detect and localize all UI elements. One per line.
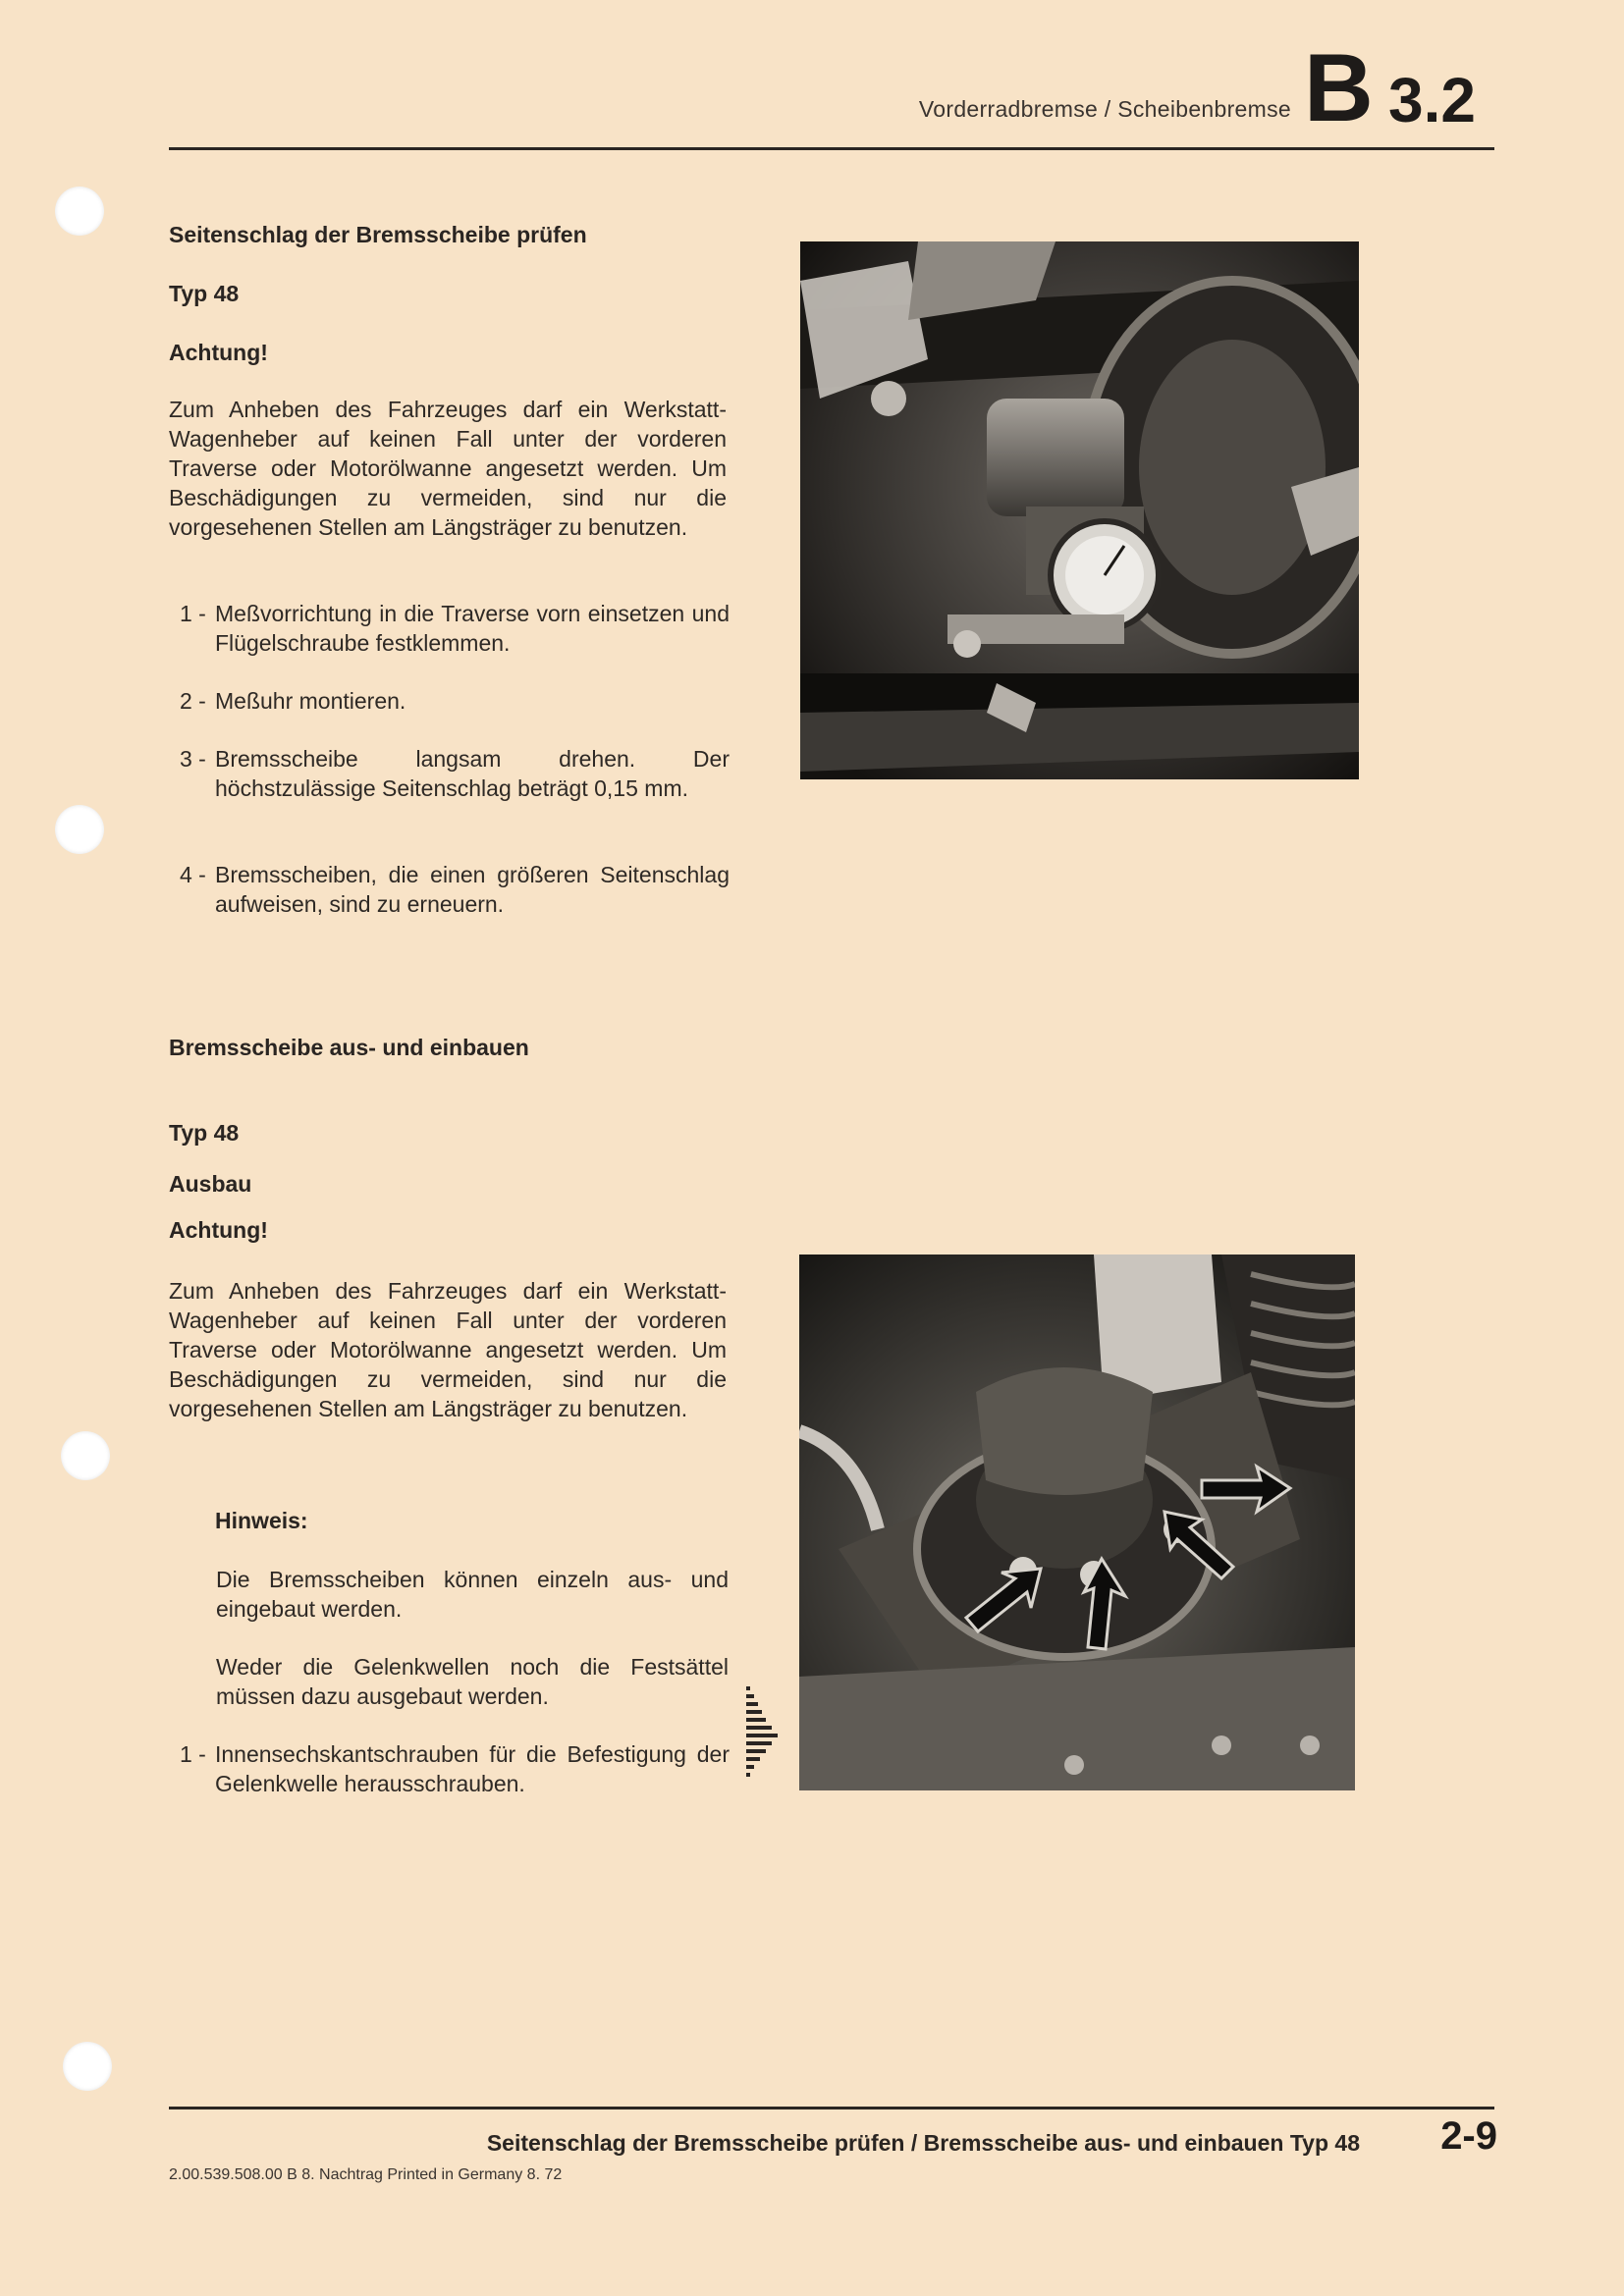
section2-type-label: Typ 48 <box>169 1120 240 1146</box>
photo-drive-shaft-bolts <box>799 1255 1355 1790</box>
section1-step-4 <box>180 860 730 919</box>
section2-step-1 <box>180 1739 730 1798</box>
section2-warning-text: Zum Anheben des Fahrzeuges darf ein Werkstatt-Wagenheber auf keinen Fall unter der vorderen Traverse oder Motorölwanne angesetzt werden. Um Beschädigungen zu vermeiden, sind nur die vorgesehenen Stellen am Längsträger zu benutzen. <box>169 1278 727 1421</box>
punch-hole-1 <box>55 187 104 236</box>
punch-hole-2 <box>55 805 104 854</box>
step-text: Bremsscheiben, die einen größeren Seitenschlag aufweisen, sind zu erneuern. <box>215 862 730 917</box>
step-number: 2 - <box>180 688 206 714</box>
section1-warning-text: Zum Anheben des Fahrzeuges darf ein Werkstatt-Wagenheber auf keinen Fall unter der vorderen Traverse oder Motorölwanne angesetzt werden. Um Beschädigungen zu vermeiden, sind nur die vorgesehenen Stellen am Längsträger zu benutzen. <box>169 397 727 540</box>
punch-hole-3 <box>61 1431 110 1480</box>
photo-dial-gauge-measurement <box>800 241 1359 779</box>
section1-type-label: Typ 48 <box>169 281 240 306</box>
step-number: 1 - <box>180 601 206 626</box>
section2-note-label: Hinweis: <box>215 1508 308 1533</box>
section1-heading: Seitenschlag der Bremsscheibe prüfen <box>169 222 587 247</box>
section2-heading: Bremsscheibe aus- und einbauen <box>169 1035 529 1060</box>
footer-title: Seitenschlag der Bremsscheibe prüfen / Bremsscheibe aus- und einbauen Typ 48 <box>486 2130 1360 2156</box>
step-number: 3 - <box>180 746 206 772</box>
section1-warning-label: Achtung! <box>169 340 268 365</box>
header-section-number: 3.2 <box>1388 65 1476 135</box>
header-title: Vorderradbremse / Scheibenbremse <box>918 96 1291 122</box>
step-number: 4 - <box>180 862 206 887</box>
step-text: Meßvorrichtung in die Traverse vorn einsetzen und Flügelschraube festklemmen. <box>215 601 730 656</box>
header-rule <box>169 147 1494 150</box>
step-text: Bremsscheibe langsam drehen. Der höchstzulässige Seitenschlag beträgt 0,15 mm. <box>215 746 730 801</box>
page-number: 2-9 <box>1440 2114 1497 2158</box>
step-number: 1 - <box>180 1741 206 1767</box>
section2-note-text-2: Weder die Gelenkwellen noch die Festsättel müssen dazu ausgebaut werden. <box>216 1654 729 1709</box>
footer-rule <box>169 2107 1494 2109</box>
section1-step-2 <box>180 686 730 716</box>
section2-note-text-1: Die Bremsscheiben können einzeln aus- und eingebaut werden. <box>216 1567 729 1622</box>
header-letter: B <box>1304 33 1374 141</box>
step-text: Innensechskantschrauben für die Befestigung der Gelenkwelle herausschrauben. <box>215 1741 730 1796</box>
step-text: Meßuhr montieren. <box>215 688 406 714</box>
continuation-arrow-icon <box>746 1686 782 1781</box>
section1-step-1 <box>180 599 730 658</box>
section2-subheading: Ausbau <box>169 1171 252 1197</box>
footer-print-info: 2.00.539.508.00 B 8. Nachtrag Printed in Germany 8. 72 <box>169 2166 563 2183</box>
section2-warning-label: Achtung! <box>169 1217 268 1243</box>
section1-step-3 <box>180 744 730 803</box>
punch-hole-4 <box>63 2042 112 2091</box>
